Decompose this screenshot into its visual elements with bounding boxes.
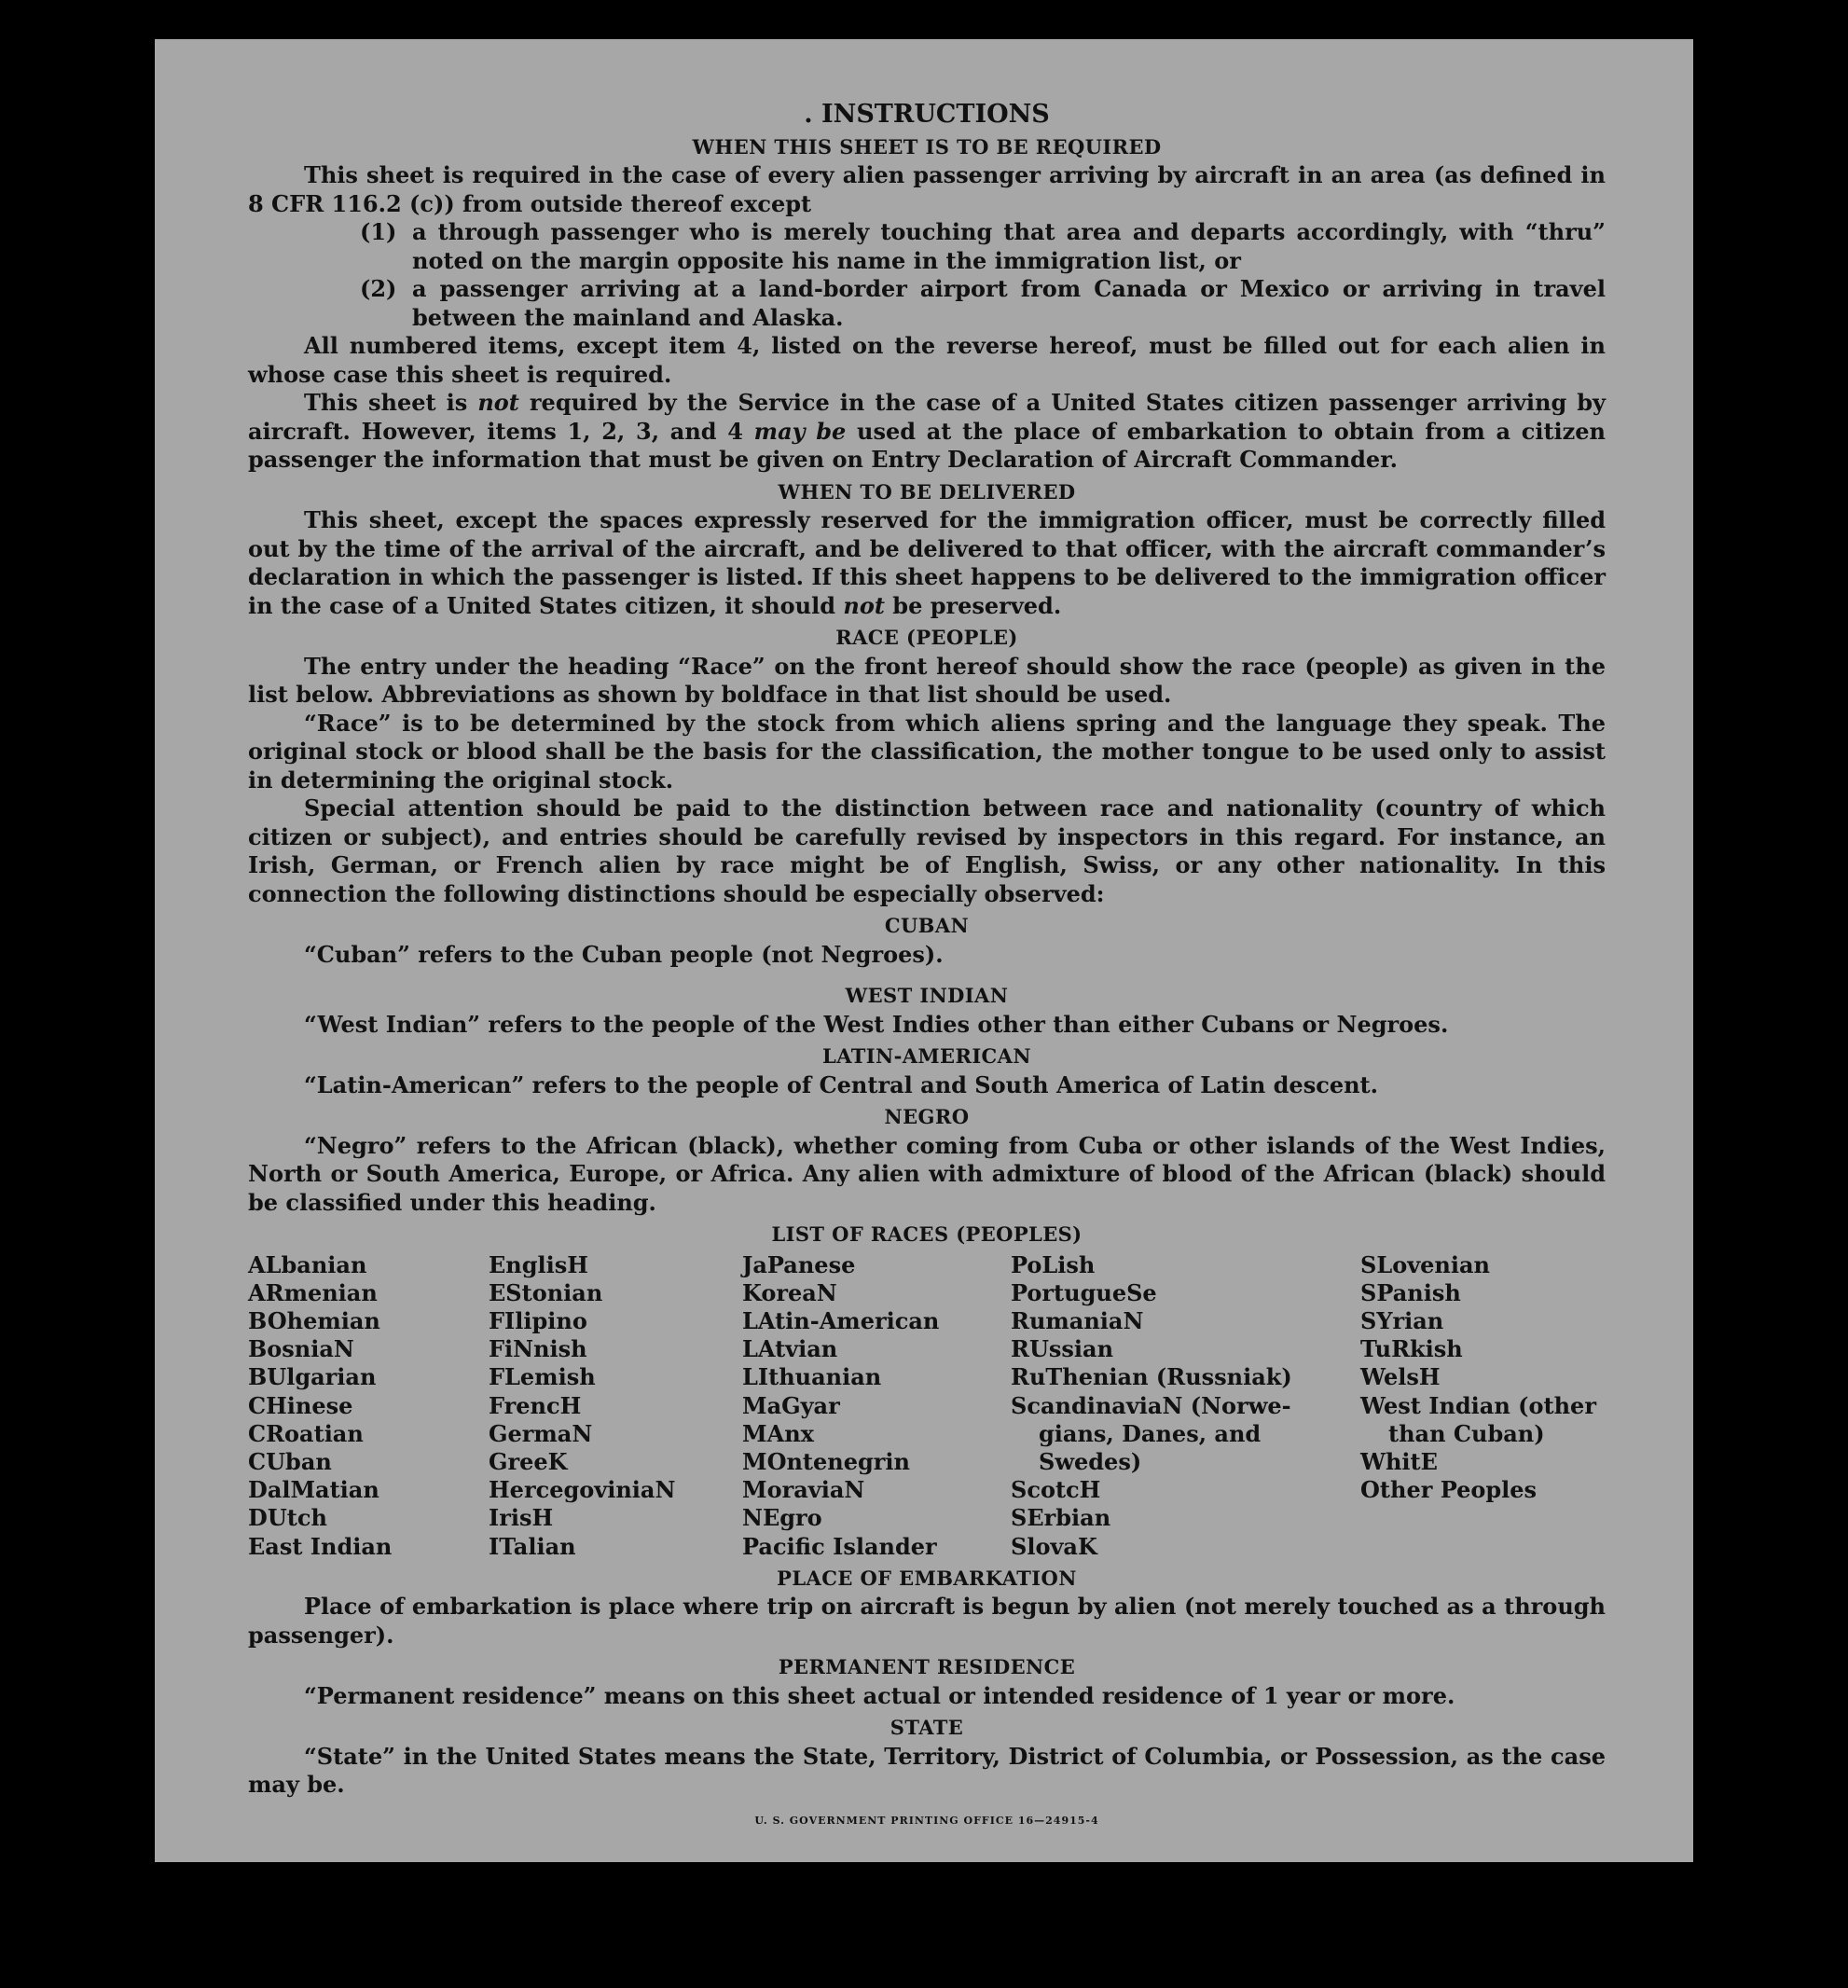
exception-item-1	[248, 218, 1606, 275]
race-entry: ITalian	[489, 1532, 576, 1560]
heading-when-required: WHEN THIS SHEET IS TO BE REQUIRED	[692, 134, 1162, 159]
heading-race: RACE (PEOPLE)	[835, 626, 1018, 649]
race-list	[248, 1251, 1606, 1561]
race-entry: GreeK	[489, 1447, 568, 1475]
race-entry: PortugueSe	[1011, 1278, 1157, 1306]
exception-item-2	[248, 275, 1606, 332]
paragraph-embarkation: Place of embarkation is place where trip on aircraft is begun by alien (not merely touched as a through passenger).	[248, 1593, 1606, 1649]
item-number: (2)	[360, 275, 397, 302]
race-entry: RUssian	[1011, 1335, 1114, 1363]
race-entry: SLovenian	[1360, 1250, 1490, 1278]
definition-west-indian: “West Indian” refers to the people of the West Indies other than either Cubans or Negroes.	[304, 1010, 1449, 1038]
paragraph-permanent-residence: “Permanent residence” means on this sheet actual or intended residence of 1 year or more.	[304, 1681, 1455, 1709]
race-entry: RumaniaN	[1011, 1306, 1144, 1334]
heading-list-of-races: LIST OF RACES (PEOPLES)	[771, 1222, 1083, 1246]
text-run: This sheet is	[304, 389, 478, 416]
race-entry: HercegoviniaN	[489, 1476, 676, 1504]
race-entry: ARmenian	[248, 1278, 378, 1306]
heading-embarkation: PLACE OF EMBARKATION	[777, 1566, 1077, 1590]
heading-west-indian: WEST INDIAN	[845, 984, 1009, 1007]
race-entry: SYrian	[1360, 1306, 1444, 1334]
instructions-content	[248, 101, 1606, 1835]
race-entry: JaPanese	[742, 1250, 856, 1278]
race-entry: GermaN	[489, 1419, 593, 1447]
race-column-4	[1011, 1251, 1360, 1561]
race-entry: ALbanian	[248, 1250, 367, 1278]
definition-latin-american: “Latin-American” refers to the people of Central and South America of Latin descent.	[304, 1070, 1378, 1098]
paragraph-state: “State” in the United States means the State, Territory, District of Columbia, or Possession, as the case may be.	[248, 1742, 1606, 1799]
race-entry: RuThenian (Russniak)	[1011, 1363, 1292, 1391]
race-entry: LAtvian	[742, 1335, 838, 1363]
race-column-1	[248, 1251, 489, 1561]
race-entry: LIthuanian	[742, 1363, 882, 1391]
race-entry: than Cuban)	[1388, 1419, 1545, 1447]
heading-state: STATE	[890, 1716, 964, 1740]
race-entry: SErbian	[1011, 1504, 1111, 1532]
race-entry: FLemish	[489, 1363, 596, 1391]
race-entry: MoraviaN	[742, 1476, 865, 1504]
race-entry: ScotcH	[1011, 1476, 1101, 1504]
heading-when-delivered: WHEN TO BE DELIVERED	[778, 479, 1076, 504]
race-entry: West Indian (other	[1360, 1391, 1596, 1419]
race-entry: ScandinaviaN (Norwe-	[1011, 1391, 1291, 1419]
paragraph-numbered-items: All numbered items, except item 4, listed on the reverse hereof, must be filled out for each alien in whose case this sheet is required.	[248, 332, 1606, 388]
race-entry: BOhemian	[248, 1306, 380, 1334]
race-entry: CUban	[248, 1447, 332, 1475]
paragraph-race-nationality: Special attention should be paid to the distinction between race and nationality (country of which citizen or subject), and entries should be carefully revised by inspectors in this regard. For instance, an Irish, German, or French alien by race might be of English, Swiss, or any other nationality. In this connection the following distinctions should be especially observed:	[248, 794, 1606, 907]
heading-cuban: CUBAN	[884, 914, 970, 937]
race-entry: EnglisH	[489, 1250, 588, 1278]
race-column-3	[742, 1251, 1011, 1561]
race-entry: CHinese	[248, 1391, 353, 1419]
race-entry: PoLish	[1011, 1250, 1096, 1278]
race-entry: TuRkish	[1360, 1335, 1463, 1363]
paragraph-race-entry: The entry under the heading “Race” on the front hereof should show the race (people) as given in the list below. Abbreviations as shown by boldface in that list should be used.	[248, 652, 1606, 708]
item-text: a passenger arriving at a land-border airport from Canada or Mexico or arriving in travel between the mainland and Alaska.	[412, 275, 1606, 331]
paragraph-citizen	[248, 389, 1606, 475]
heading-negro: NEGRO	[884, 1105, 970, 1128]
heading-permanent-residence: PERMANENT RESIDENCE	[778, 1655, 1076, 1679]
race-entry: DalMatian	[248, 1476, 379, 1504]
race-entry: LAtin-American	[742, 1306, 940, 1334]
race-entry: WhitE	[1360, 1447, 1438, 1475]
text-run: This sheet, except the spaces expressly reserved for the immigration officer, must be correctly filled out by the time of the arrival of the aircraft, and be delivered to that officer, with the aircraft commander’s declaration in which the passenger is listed. If this sheet happens to be delivered to the immigration officer in the case of a United States citizen, it should	[248, 506, 1606, 619]
race-column-5	[1360, 1251, 1606, 1561]
race-entry: MaGyar	[742, 1391, 840, 1419]
race-entry: BosniaN	[248, 1335, 354, 1363]
race-entry: DUtch	[248, 1504, 327, 1532]
race-entry: East Indian	[248, 1532, 393, 1560]
race-entry: SPanish	[1360, 1278, 1461, 1306]
document-sheet	[155, 39, 1693, 1862]
race-column-2	[489, 1251, 742, 1561]
race-entry: gians, Danes, and	[1039, 1419, 1262, 1447]
race-entry: CRoatian	[248, 1419, 364, 1447]
emphasis-not: not	[843, 591, 885, 619]
heading-latin-american: LATIN-AMERICAN	[822, 1044, 1031, 1068]
race-entry: MAnx	[742, 1419, 814, 1447]
definition-negro: “Negro” refers to the African (black), whether coming from Cuba or other islands of the West Indies, North or South America, Europe, or Africa. Any alien with admixture of blood of the African (black) should be classified under this heading.	[248, 1131, 1606, 1216]
definition-cuban: “Cuban” refers to the Cuban people (not Negroes).	[304, 940, 944, 968]
page-title: . INSTRUCTIONS	[804, 100, 1050, 129]
race-entry: FiNnish	[489, 1335, 587, 1363]
race-entry: NEgro	[742, 1504, 822, 1532]
race-entry: BUlgarian	[248, 1363, 377, 1391]
text-run: be preserved.	[884, 591, 1062, 619]
emphasis-not: not	[477, 389, 519, 416]
text-run: used at the place of embarkation to obtain from a citizen passenger the information that must be given on Entry Declaration of Aircraft Commander.	[248, 417, 1607, 473]
race-entry: IrisH	[489, 1504, 554, 1532]
race-entry: Pacific Islander	[742, 1532, 937, 1560]
race-entry: MOntenegrin	[742, 1447, 910, 1475]
race-entry: Other Peoples	[1360, 1476, 1538, 1504]
item-text: a through passenger who is merely touching that area and departs accordingly, with “thru” noted on the margin opposite his name in the immigration list, or	[412, 218, 1606, 274]
paragraph-required: This sheet is required in the case of every alien passenger arriving by aircraft in an area (as defined in 8 CFR 116.2 (c)) from outside thereof except	[248, 161, 1606, 217]
printing-office-imprint: U. S. GOVERNMENT PRINTING OFFICE 16—24915-4	[754, 1814, 1099, 1827]
race-entry: SlovaK	[1011, 1532, 1097, 1560]
race-entry: EStonian	[489, 1278, 603, 1306]
paragraph-race-definition: “Race” is to be determined by the stock from which aliens spring and the language they speak. The original stock or blood shall be the basis for the classification, the mother tongue to be used only to assist in determining the original stock.	[248, 709, 1606, 794]
race-entry: FIlipino	[489, 1306, 587, 1334]
emphasis-may-be: may be	[753, 417, 847, 445]
race-entry: Swedes)	[1039, 1447, 1142, 1475]
item-number: (1)	[360, 218, 397, 245]
race-entry: WelsH	[1360, 1363, 1441, 1391]
race-entry: KoreaN	[742, 1278, 837, 1306]
paragraph-delivered	[248, 506, 1606, 620]
race-entry: FrencH	[489, 1391, 582, 1419]
text-run: required by the Service in the case of a United States citizen passenger arriving by aircraft. However, items 1, 2, 3, and 4	[248, 389, 1606, 445]
